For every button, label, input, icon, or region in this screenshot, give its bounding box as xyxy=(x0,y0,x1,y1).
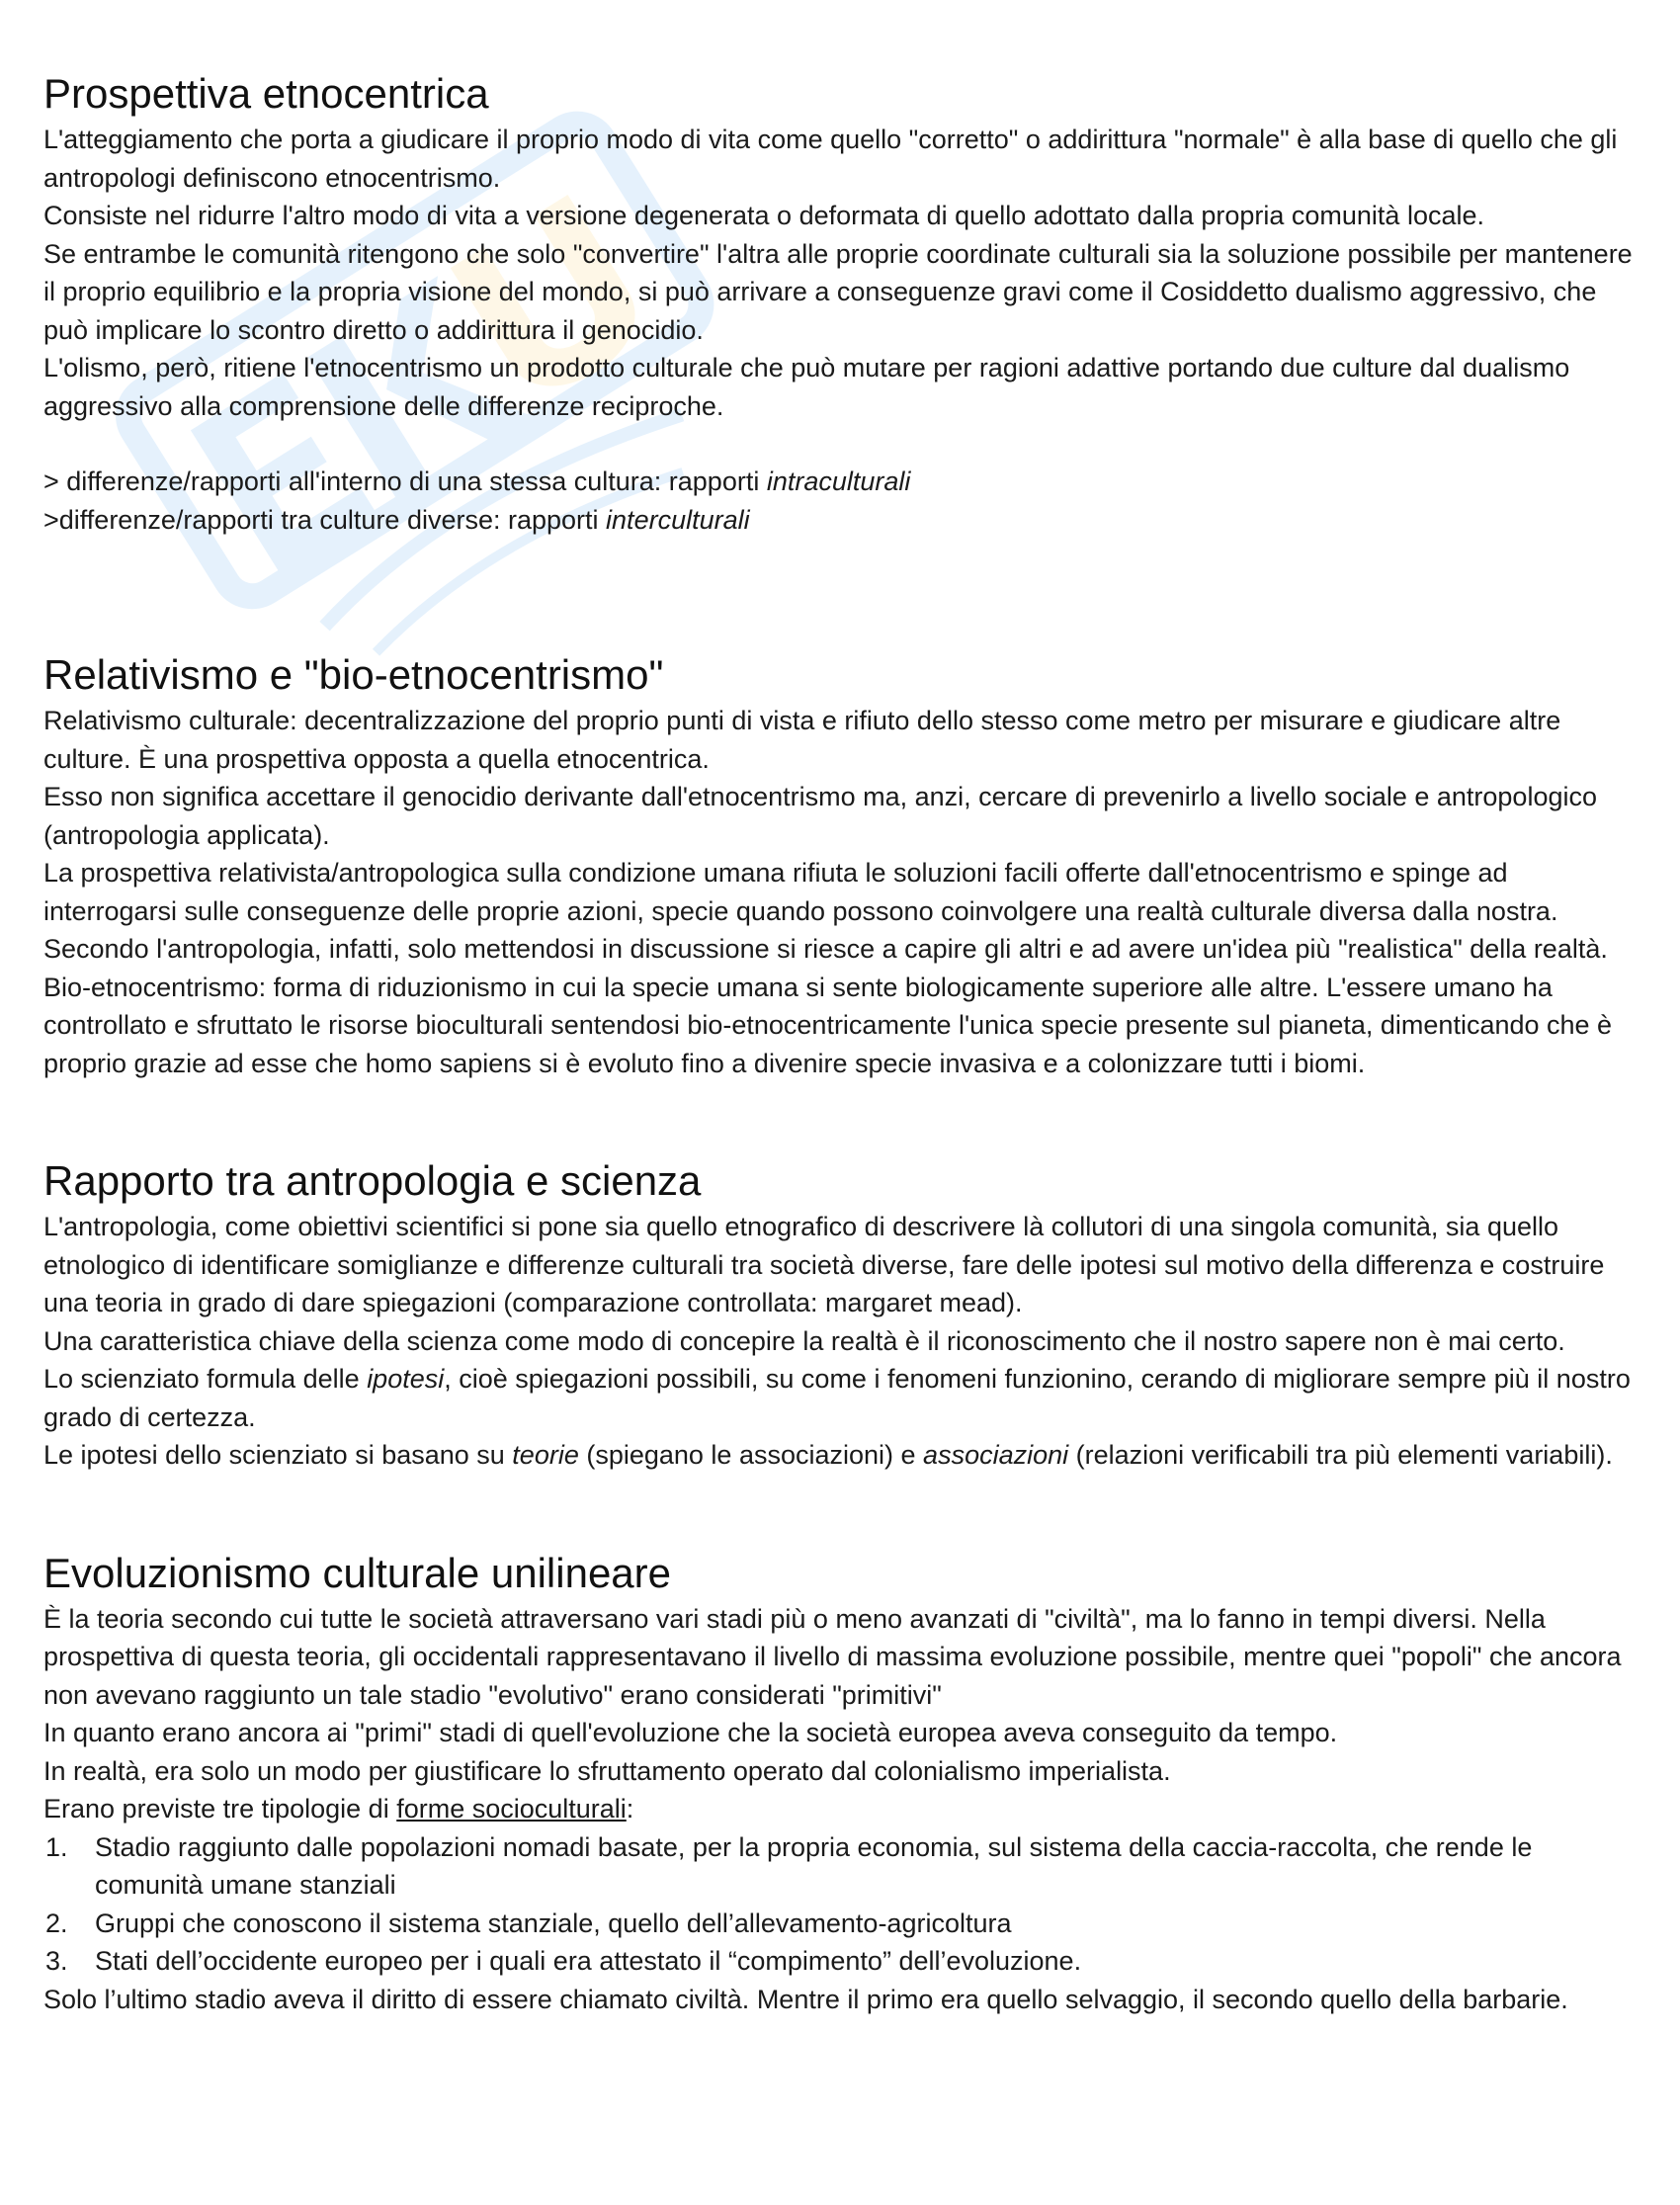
paragraph-ipotesi xyxy=(43,1360,1644,1436)
paragraph: Bio-etnocentrismo: forma di riduzionismo in cui la specie umana si sente biologicamente superiore alle altre. L'essere umano ha controllato e sfruttato le risorse bioculturali sentendosi bio-etnocentricamente l'unica specie presente sul pianeta, dimenticando che è proprio grazie ad esse che homo sapiens si è evoluto fino a divenire specie invasiva e a colonizzare tutti i biomi. xyxy=(43,972,1613,1078)
term-ipotesi: ipotesi xyxy=(367,1364,445,1394)
list-number: 3. xyxy=(45,1946,68,1976)
stages-list xyxy=(43,1828,1644,1981)
section-relativismo xyxy=(43,650,1644,1082)
section-prospettiva-etnocentrica xyxy=(43,69,1644,539)
paragraph: In quanto erano ancora ai "primi" stadi di quell'evoluzione che la società europea aveva conseguito da tempo. xyxy=(43,1718,1338,1747)
paragraph: La prospettiva relativista/antropologica sulla condizione umana rifiuta le soluzioni facili offerte dall'etnocentrismo e spinge ad interrogarsi sulle conseguenze delle proprie azioni, specie quando possono coinvolgere una realtà culturale diversa dalla nostra. Secondo l'antropologia, infatti, solo mettendosi in discussione si riesce a capire gli altri e ad avere un'idea più "realistica" della realtà. xyxy=(43,858,1608,964)
paragraph: Relativismo culturale: decentralizzazione del proprio punti di vista e rifiuto dello stesso come metro per misurare e giudicare altre culture. È una prospettiva opposta a quella etnocentrica. xyxy=(43,706,1561,774)
paragraph: L'antropologia, come obiettivi scientifici si pone sia quello etnografico di descrivere là collutori di una singola comunità, sia quello etnologico di identificare somiglianze e differenze culturali tra società diverse, fare delle ipotesi sul motivo della differenza e costruire una teoria in grado di dare spiegazioni (comparazione controllata: margaret mead). xyxy=(43,1212,1605,1317)
note-text: > differenze/rapporti all'interno di una stessa cultura: rapporti xyxy=(43,466,767,496)
paragraph: L'olismo, però, ritiene l'etnocentrismo un prodotto culturale che può mutare per ragioni adattive portando due culture dal dualismo aggressivo alla comprensione delle differenze reciproche. xyxy=(43,353,1570,421)
list-text: Stati dell’occidente europeo per i quali era attestato il “compimento” dell’evoluzione. xyxy=(95,1946,1082,1976)
list-text: Gruppi che conoscono il sistema stanziale, quello dell’allevamento-agricoltura xyxy=(95,1908,1012,1938)
term-forme-socioculturali: forme socioculturali xyxy=(396,1794,627,1823)
paragraph: Esso non significa accettare il genocidio derivante dall'etnocentrismo ma, anzi, cercare di prevenirlo a livello sociale e antropologico (antropologia applicata). xyxy=(43,782,1597,850)
list-item xyxy=(43,1828,1644,1905)
section-antropologia-scienza xyxy=(43,1156,1644,1475)
paragraph: Una caratteristica chiave della scienza come modo di concepire la realtà è il riconoscimento che il nostro sapere non è mai certo. xyxy=(43,1325,1565,1356)
section-title: Rapporto tra antropologia e scienza xyxy=(43,1157,702,1204)
term-associazioni: associazioni xyxy=(923,1440,1069,1470)
paragraph: L'atteggiamento che porta a giudicare il proprio modo di vita come quello "corretto" o addirittura "normale" è alla base di quello che gli antropologi definiscono etnocentrismo. xyxy=(43,125,1618,193)
list-text: Stadio raggiunto dalle popolazioni nomadi basate, per la propria economia, sul sistema della caccia-raccolta, che rende le comunità umane stanziali xyxy=(95,1831,1533,1900)
text-run: Erano previste tre tipologie di xyxy=(43,1794,397,1823)
list-number: 1. xyxy=(45,1831,68,1862)
note-term: intraculturali xyxy=(766,466,911,496)
text-run: , cioè spiegazioni possibili, su come i fenomeni funzionino, cerando di migliorare sempre più il nostro grado di certezza. xyxy=(43,1364,1631,1432)
section-title: Evoluzionismo culturale unilineare xyxy=(43,1549,672,1596)
paragraph: È la teoria secondo cui tutte le società attraversano vari stadi più o meno avanzati di "civiltà", ma lo fanno in tempi diversi. Nella prospettiva di questa teoria, gli occidentali rappresentavano il livello di massima evoluzione possibile, mentre quei "popoli" che ancora non avevano raggiunto un tale stadio "evolutivo" erano considerati "primitivi" xyxy=(43,1603,1622,1710)
paragraph: Consiste nel ridurre l'altro modo di vita a versione degenerata o deformata di quello adottato dalla propria comunità locale. xyxy=(43,201,1484,230)
document-page xyxy=(43,69,1644,2092)
text-run: Lo scienziato formula delle xyxy=(43,1364,368,1394)
closing-paragraph: Solo l’ultimo stadio aveva il diritto di essere chiamato civiltà. Mentre il primo era quello selvaggio, il secondo quello della barbarie. xyxy=(43,1984,1568,2014)
paragraph: In realtà, era solo un modo per giustificare lo sfruttamento operato dal colonialismo imperialista. xyxy=(43,1755,1171,1786)
list-number: 2. xyxy=(45,1908,68,1938)
list-intro xyxy=(43,1790,1644,1828)
paragraph-teorie xyxy=(43,1436,1644,1475)
list-item xyxy=(43,1905,1644,1943)
list-item xyxy=(43,1942,1644,1981)
text-run: (spiegano le associazioni) e xyxy=(578,1440,924,1470)
section-title: Prospettiva etnocentrica xyxy=(43,70,489,117)
text-run: (relazioni verificabili tra più elementi variabili). xyxy=(1068,1440,1613,1470)
text-run: Le ipotesi dello scienziato si basano su xyxy=(43,1440,513,1470)
note-text: >differenze/rapporti tra culture diverse: rapporti xyxy=(43,504,607,535)
term-teorie: teorie xyxy=(512,1440,579,1470)
note-intraculturali xyxy=(43,463,1644,501)
section-evoluzionismo xyxy=(43,1549,1644,2019)
section-title: Relativismo e "bio-etnocentrismo" xyxy=(43,651,664,698)
paragraph: Se entrambe le comunità ritengono che solo "convertire" l'altra alle proprie coordinate culturali sia la soluzione possibile per mantenere il proprio equilibrio e la propria visione del mondo, si può arrivare a conseguenze gravi come il Cosiddetto dualismo aggressivo, che può implicare lo scontro diretto o addirittura il genocidio. xyxy=(43,238,1633,345)
note-term: interculturali xyxy=(606,504,750,535)
text-run: : xyxy=(626,1794,634,1823)
note-interculturali xyxy=(43,501,1644,540)
